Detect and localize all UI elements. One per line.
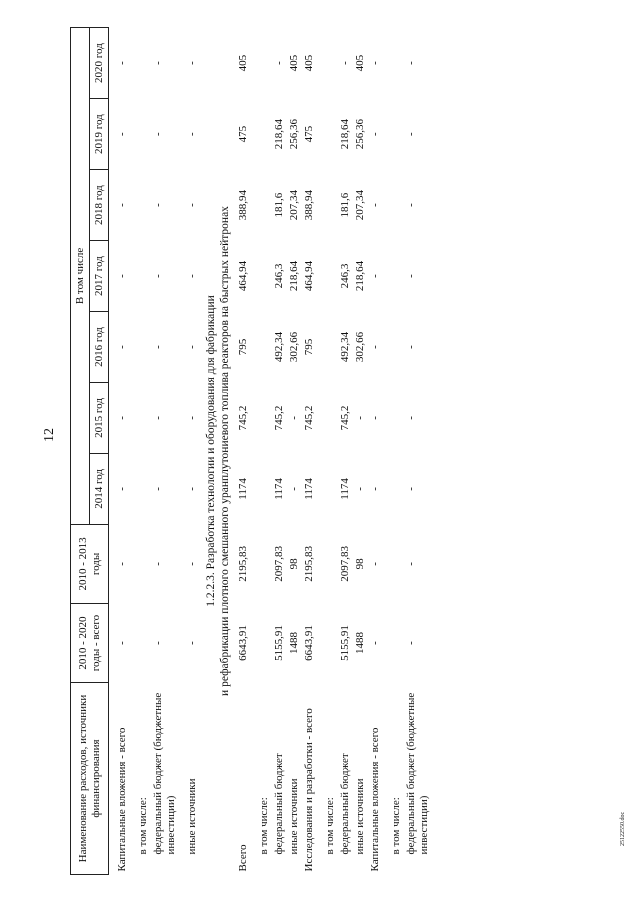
row-label: иные источники <box>288 778 300 855</box>
row-label: иные источники <box>186 778 198 855</box>
value-cell: 6643,91 <box>237 625 249 661</box>
row-label: федеральный бюджет (бюджетные инвестиции) <box>405 692 430 855</box>
value-cell: 302,66 <box>354 331 366 363</box>
row-label: в том числе: <box>324 797 336 855</box>
value-cell: 405 <box>354 54 366 72</box>
header-year: 2015 год <box>90 382 109 453</box>
section-heading <box>200 28 236 875</box>
value-cell: - <box>369 132 381 136</box>
value-cell: 2097,83 <box>273 546 285 582</box>
value-cell: 745,2 <box>339 405 351 431</box>
value-cell: - <box>116 132 128 136</box>
value-cell: 302,66 <box>288 331 300 363</box>
row-label: в том числе: <box>258 797 270 855</box>
value-cell: 2195,83 <box>303 546 315 582</box>
value-cell: - <box>152 132 164 136</box>
table-row <box>236 28 251 875</box>
table-row <box>302 28 317 875</box>
value-cell: - <box>186 203 198 207</box>
value-cell: - <box>116 562 128 566</box>
value-cell: 795 <box>303 338 315 356</box>
value-cell: - <box>116 641 128 645</box>
value-cell: - <box>405 345 417 349</box>
row-label: в том числе: <box>137 797 149 855</box>
value-cell: 745,2 <box>273 405 285 431</box>
value-cell: - <box>186 416 198 420</box>
value-cell: 388,94 <box>303 189 315 221</box>
table-row <box>353 28 368 875</box>
value-cell: 5155,91 <box>273 625 285 661</box>
value-cell: - <box>369 562 381 566</box>
value-cell: - <box>152 487 164 491</box>
value-cell: 475 <box>237 125 249 143</box>
value-cell: 1174 <box>303 478 315 500</box>
value-cell: - <box>116 61 128 65</box>
value-cell: - <box>186 132 198 136</box>
table-row <box>323 28 338 875</box>
value-cell: 492,34 <box>273 331 285 363</box>
value-cell: 1174 <box>237 478 249 500</box>
value-cell: 246,3 <box>339 263 351 289</box>
rotated-page-content <box>70 27 617 875</box>
value-cell: - <box>186 274 198 278</box>
header-period: 2010 - 2013 годы <box>71 524 109 603</box>
value-cell: 218,64 <box>354 260 366 292</box>
value-cell: 405 <box>288 54 300 72</box>
value-cell: 246,3 <box>273 263 285 289</box>
value-cell: - <box>288 416 300 420</box>
value-cell: 6643,91 <box>303 625 315 661</box>
table-row <box>338 28 353 875</box>
row-label: Капитальные вложения - всего <box>116 727 128 872</box>
value-cell: - <box>186 345 198 349</box>
value-cell: 1488 <box>288 632 300 655</box>
value-cell: - <box>369 416 381 420</box>
value-cell: - <box>354 487 366 491</box>
row-label: федеральный бюджет (бюджетные инвестиции) <box>152 692 177 855</box>
expenditure-table <box>70 27 432 875</box>
value-cell: - <box>369 61 381 65</box>
value-cell: - <box>405 132 417 136</box>
value-cell: - <box>369 203 381 207</box>
value-cell: - <box>186 487 198 491</box>
value-cell: - <box>405 416 417 420</box>
table-row <box>404 28 432 875</box>
value-cell: - <box>152 416 164 420</box>
header-total: 2010 - 2020 годы - всего <box>71 603 109 682</box>
value-cell: - <box>116 345 128 349</box>
value-cell: 745,2 <box>237 405 249 431</box>
value-cell: - <box>405 641 417 645</box>
value-cell: - <box>405 487 417 491</box>
value-cell: 492,34 <box>339 331 351 363</box>
value-cell: 1488 <box>354 632 366 655</box>
row-label: федеральный бюджет <box>273 753 285 855</box>
value-cell: 181,6 <box>273 192 285 218</box>
row-label: в том числе: <box>390 797 402 855</box>
row-label: Капитальные вложения - всего <box>369 727 381 872</box>
header-year: 2017 год <box>90 241 109 312</box>
value-cell: - <box>288 487 300 491</box>
section-title-line-2: и рефабрикации плотного смешанного уранплутониевого топлива реакторов на быстрых нейтронах <box>219 206 231 696</box>
value-cell: - <box>405 562 417 566</box>
table-row <box>115 28 130 875</box>
value-cell: 207,34 <box>288 189 300 221</box>
value-cell: - <box>116 487 128 491</box>
section-title-line-1: 1.2.2.3. Разработка технологии и оборудования для фабрикации <box>205 295 217 607</box>
table-row <box>151 28 179 875</box>
value-cell: 256,36 <box>288 119 300 150</box>
value-cell: - <box>405 274 417 278</box>
value-cell: 98 <box>354 558 366 570</box>
header-year: 2018 год <box>90 170 109 241</box>
value-cell: 464,94 <box>303 260 315 292</box>
value-cell: - <box>405 61 417 65</box>
table-row <box>368 28 383 875</box>
value-cell: - <box>273 61 285 65</box>
value-cell: - <box>152 274 164 278</box>
page-number: 12 <box>42 428 57 442</box>
value-cell: - <box>116 203 128 207</box>
value-cell: - <box>369 487 381 491</box>
value-cell: 218,64 <box>288 260 300 292</box>
header-year: 2014 год <box>90 453 109 524</box>
table-row <box>287 28 302 875</box>
table-row <box>185 28 200 875</box>
row-label: Всего <box>237 844 249 872</box>
table-row <box>257 28 272 875</box>
value-cell: 2195,83 <box>237 546 249 582</box>
value-cell: - <box>339 61 351 65</box>
value-cell: 218,64 <box>339 119 351 150</box>
table-row <box>272 28 287 875</box>
header-name: Наименование расходов, источники финансирования <box>71 683 109 875</box>
value-cell: 464,94 <box>237 260 249 292</box>
row-label: федеральный бюджет <box>339 753 351 855</box>
value-cell: 181,6 <box>339 192 351 218</box>
value-cell: 98 <box>288 558 300 570</box>
value-cell: 745,2 <box>303 405 315 431</box>
value-cell: - <box>354 416 366 420</box>
value-cell: 388,94 <box>237 189 249 221</box>
value-cell: 405 <box>303 54 315 72</box>
value-cell: 218,64 <box>273 119 285 150</box>
value-cell: - <box>186 641 198 645</box>
value-cell: - <box>152 203 164 207</box>
footer-file-reference: 25122550.doc <box>620 811 626 846</box>
table-row <box>389 28 404 875</box>
value-cell: - <box>369 641 381 645</box>
header-group: В том числе <box>71 28 90 525</box>
value-cell: - <box>186 562 198 566</box>
value-cell: 475 <box>303 125 315 143</box>
header-year: 2016 год <box>90 312 109 383</box>
value-cell: - <box>405 203 417 207</box>
value-cell: 405 <box>237 54 249 72</box>
value-cell: 5155,91 <box>339 625 351 661</box>
value-cell: - <box>152 61 164 65</box>
value-cell: - <box>152 641 164 645</box>
value-cell: 795 <box>237 338 249 356</box>
header-year: 2020 год <box>90 28 109 99</box>
table-row <box>136 28 151 875</box>
value-cell: - <box>369 345 381 349</box>
value-cell: - <box>186 61 198 65</box>
value-cell: 2097,83 <box>339 546 351 582</box>
value-cell: 1174 <box>339 478 351 500</box>
row-label: иные источники <box>354 778 366 855</box>
row-label: Исследования и разработки - всего <box>303 708 315 872</box>
value-cell: - <box>116 274 128 278</box>
value-cell: 256,36 <box>354 119 366 150</box>
value-cell: - <box>152 345 164 349</box>
value-cell: 1174 <box>273 478 285 500</box>
value-cell: - <box>116 416 128 420</box>
header-year: 2019 год <box>90 99 109 170</box>
value-cell: 207,34 <box>354 189 366 221</box>
value-cell: - <box>369 274 381 278</box>
value-cell: - <box>152 562 164 566</box>
